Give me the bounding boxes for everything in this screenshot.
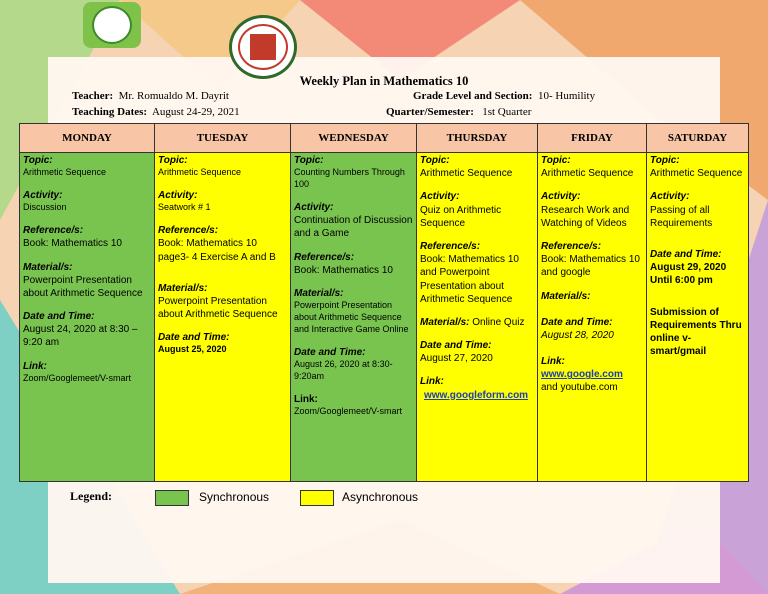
wednesday-material: Powerpoint Presentation about Arithmetic Sequence and Interactive Game Online [294,300,409,334]
link-label: Link: [294,393,318,405]
activity-label: Activity: [23,190,63,202]
activity-label: Activity: [158,190,198,202]
grade-row [413,90,595,102]
legend-sync-label: Synchronous [199,490,270,504]
topic-label: Topic: [420,155,450,166]
date-time-label: Date and Time: [650,248,722,260]
thursday-link-row [420,389,534,402]
dates-row [72,106,240,118]
material-label: Material/s: [158,282,208,294]
reference-label: Reference/s: [23,225,84,237]
legend-async-label: Asynchronous [342,490,419,504]
monday-date-time: August 24, 2020 at 8:30 – 9:20 am [23,324,138,349]
material-label: Material/s: [23,261,73,273]
dates-label: Teaching Dates: [72,106,148,118]
wednesday-date-time: August 26, 2020 at 8:30-9:20am [294,358,393,381]
teacher-row [72,90,229,102]
material-label: Material/s: [420,316,470,328]
material-label: Material/s: [541,290,591,302]
school-seal [229,15,297,79]
tuesday-activity: Seatwork # 1 [158,202,211,213]
wednesday-link: Zoom/Googlemeet/V-smart [294,405,403,416]
saturday-activity: Passing of all Requirements [650,204,713,229]
school-logo-left [83,2,141,48]
thursday-cell [417,153,538,482]
tuesday-topic: Arithmetic Sequence [158,167,242,178]
table-header-row [20,124,749,153]
quarter-label: Quarter/Semester: [386,106,474,118]
tuesday-reference: Book: Mathematics 10 page3- 4 Exercise A and B [158,238,276,263]
quarter-row [386,106,531,118]
saturday-cell [647,153,749,482]
friday-date-time: August 28, 2020 [541,329,614,341]
thursday-material-row [420,316,534,329]
day-header-tuesday: TUESDAY [155,124,291,153]
monday-cell [20,153,155,482]
wednesday-topic: Counting Numbers Through 100 [294,167,405,190]
monday-topic: Arithmetic Sequence [23,167,107,178]
friday-link[interactable]: www.google.com [541,369,623,381]
day-header-saturday: SATURDAY [647,124,749,153]
friday-topic: Arithmetic Sequence [541,168,634,180]
date-time-label: Date and Time: [541,316,613,328]
thursday-activity: Quiz on Arithmetic Sequence [420,204,502,229]
thursday-date-time: August 27, 2020 [420,353,493,365]
tuesday-cell [155,153,291,482]
monday-reference: Book: Mathematics 10 [23,238,122,250]
link-label: Link: [23,360,47,372]
dates-value: August 24-29, 2021 [151,106,240,118]
material-label: Material/s: [294,287,344,299]
weekly-plan-table [19,123,749,482]
quarter-value: 1st Quarter [482,106,532,118]
topic-label: Topic: [23,155,53,166]
reference-label: Reference/s: [420,240,481,252]
topic-label: Topic: [650,155,680,166]
link-label: Link: [541,356,565,368]
day-header-thursday: THURSDAY [417,124,538,153]
grade-label: Grade Level and Section: [413,90,533,102]
table-row [20,153,749,482]
saturday-date-time: August 29, 2020 Until 6:00 pm [650,262,727,287]
document-title: Weekly Plan in Mathematics 10 [299,74,469,88]
activity-label: Activity: [650,191,690,203]
friday-activity: Research Work and Watching of Videos [541,204,630,229]
activity-label: Activity: [420,191,460,203]
friday-link-suffix: and youtube.com [541,382,618,394]
friday-cell [538,153,647,482]
day-header-friday: FRIDAY [538,124,647,153]
friday-reference: Book: Mathematics 10 and google [541,254,640,279]
monday-material: Powerpoint Presentation about Arithmetic Sequence [23,274,143,299]
monday-link: Zoom/Googlemeet/V-smart [23,372,132,383]
tuesday-date-time: August 25, 2020 [158,344,227,355]
topic-label: Topic: [541,155,571,166]
thursday-link[interactable]: www.googleform.com [424,389,529,401]
link-label: Link: [420,376,444,388]
topic-label: Topic: [158,155,188,166]
activity-label: Activity: [541,191,581,203]
activity-label: Activity: [294,201,334,213]
day-header-monday: MONDAY [20,124,155,153]
thursday-reference: Book: Mathematics 10 and Powerpoint Presentation about Arithmetic Sequence [420,254,519,305]
wednesday-cell [291,153,417,482]
saturday-topic: Arithmetic Sequence [650,168,743,180]
thursday-topic: Arithmetic Sequence [420,168,513,180]
day-header-wednesday: WEDNESDAY [291,124,417,153]
legend-async-swatch [300,490,334,506]
legend-sync-swatch [155,490,189,506]
teacher-name: Mr. Romualdo M. Dayrit [118,90,229,102]
saturday-note: Submission of Requirements Thru online v-smart/gmail [650,306,742,358]
tuesday-material: Powerpoint Presentation about Arithmetic Sequence [158,295,278,321]
reference-label: Reference/s: [541,240,602,252]
topic-label: Topic: [294,155,324,166]
monday-activity: Discussion [23,202,67,213]
reference-label: Reference/s: [158,225,219,237]
date-time-label: Date and Time: [23,311,95,323]
legend-label: Legend: [70,489,112,503]
reference-label: Reference/s: [294,251,355,263]
thursday-material: Online Quiz [472,316,525,328]
grade-value: 10- Humility [537,90,596,102]
date-time-label: Date and Time: [158,332,230,344]
wednesday-activity: Continuation of Discussion and a Game [294,215,413,240]
date-time-label: Date and Time: [420,340,492,352]
teacher-label: Teacher: [72,90,114,102]
wednesday-reference: Book: Mathematics 10 [294,264,393,276]
date-time-label: Date and Time: [294,346,366,358]
